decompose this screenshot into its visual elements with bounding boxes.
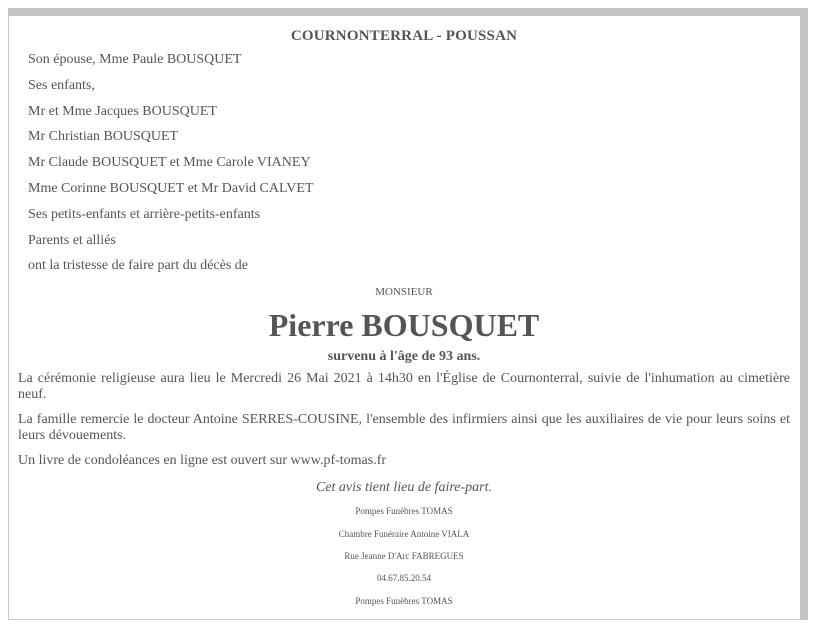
family-line: Son épouse, Mme Paule BOUSQUET: [28, 52, 242, 67]
frame-right-border: [800, 8, 808, 620]
family-line: Ses petits-enfants et arrière-petits-enfants: [28, 206, 261, 222]
thanks-paragraph: La famille remercie le docteur Antoine SERRES-COUSINE, l'ensemble des infirmiers ainsi que les auxiliaires de vie pour leurs soins et leurs dévouements.: [18, 412, 790, 444]
obituary-notice: [18, 16, 790, 617]
family-line: Ses enfants,: [28, 77, 95, 93]
ceremony-paragraph: La cérémonie religieuse aura lieu le Mercredi 26 Mai 2021 à 14h30 en l'Église de Cournonterral, suivie de l'inhumation au cimetière neuf.: [18, 371, 790, 403]
notice-heading: COURNONTERRAL - POUSSAN: [290, 28, 518, 44]
footer-line: Pompes Funèbres TOMAS: [355, 595, 453, 606]
family-line: Parents et alliés: [28, 232, 116, 248]
frame-bottom-border: [8, 619, 800, 620]
frame-top-border: [8, 8, 808, 16]
family-list: [28, 51, 790, 283]
condolence-paragraph: Un livre de condoléances en ligne est ouvert sur www.pf-tomas.fr: [18, 453, 387, 469]
honorific: MONSIEUR: [375, 286, 433, 299]
deceased-name: Pierre BOUSQUET: [268, 307, 540, 344]
footer-phone: 04.67.85.20.54: [377, 573, 431, 584]
family-line: Mme Corinne BOUSQUET et Mr David CALVET: [28, 180, 314, 196]
funeral-home-footer: [18, 505, 790, 617]
family-line: Mr et Mme Jacques BOUSQUET: [28, 103, 217, 119]
family-line: Mr Claude BOUSQUET et Mme Carole VIANEY: [28, 155, 311, 171]
age-line: survenu à l'âge de 93 ans.: [327, 349, 481, 365]
family-line: Mr Christian BOUSQUET: [28, 129, 179, 145]
footer-line: Pompes Funèbres TOMAS: [355, 506, 453, 517]
footer-line: Chambre Funéraire Antoine VIALA: [338, 528, 470, 539]
closing-line: Cet avis tient lieu de faire-part.: [315, 480, 492, 496]
frame-left-border: [8, 16, 9, 620]
family-line: ont la tristesse de faire part du décès de: [28, 258, 249, 274]
footer-line: Rue Jeanne D'Arc FABREGUES: [344, 550, 464, 561]
